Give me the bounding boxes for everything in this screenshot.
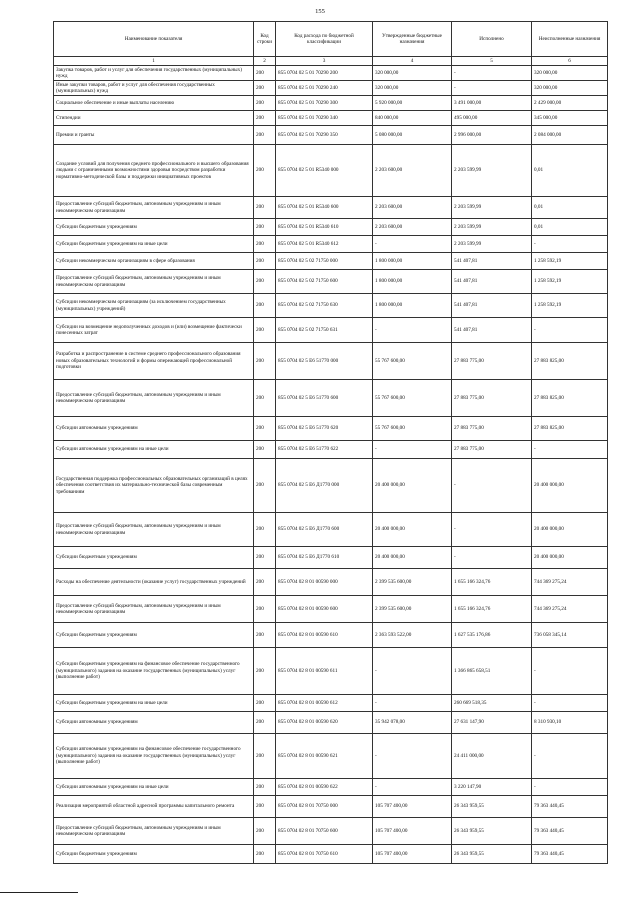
table-row (54, 219, 608, 236)
cell-line-code: 200 (254, 343, 276, 380)
cell-line-code: 200 (254, 596, 276, 623)
cell-line-code: 200 (254, 294, 276, 318)
cell-unexecuted: 320 000,00 (532, 66, 608, 81)
cell-unexecuted: - (532, 695, 608, 712)
cell-approved: 55 767 600,00 (373, 380, 452, 417)
cell-indicator-name: Социальное обеспечение и иные выплаты населению (54, 96, 254, 111)
cell-indicator-name: Реализация мероприятий областной адресной программы капитального ремонта (54, 796, 254, 818)
cell-line-code: 200 (254, 96, 276, 111)
cell-approved: 1 800 000,00 (373, 294, 452, 318)
cell-executed: 27 883 775,00 (452, 441, 532, 459)
header-executed: Исполнено (452, 22, 532, 57)
cell-budget-code: 855 0704 02 5 01 R5340 600 (276, 197, 373, 219)
table-row (54, 66, 608, 81)
cell-unexecuted: - (532, 779, 608, 796)
cell-executed: 1 655 166 324,76 (452, 569, 532, 596)
cell-line-code: 200 (254, 623, 276, 648)
cell-line-code: 200 (254, 380, 276, 417)
cell-budget-code: 855 0704 02 5 E6 51770 000 (276, 343, 373, 380)
cell-executed: 26 343 959,55 (452, 845, 532, 864)
table-row (54, 145, 608, 197)
cell-executed: 27 631 147,90 (452, 712, 532, 734)
cell-line-code: 200 (254, 417, 276, 441)
cell-unexecuted: - (532, 648, 608, 695)
cell-unexecuted: 0,01 (532, 219, 608, 236)
table-row (54, 547, 608, 569)
cell-indicator-name: Субсидии автономным учреждениям на иные цели (54, 779, 254, 796)
cell-indicator-name: Субсидии бюджетным учреждениям (54, 547, 254, 569)
cell-budget-code: 855 0704 02 5 E6 Д1770 000 (276, 459, 373, 513)
cell-unexecuted: 27 883 825,00 (532, 343, 608, 380)
table-row (54, 513, 608, 547)
cell-unexecuted: 2 084 000,00 (532, 126, 608, 145)
cell-budget-code: 855 0704 02 5 E6 51770 600 (276, 380, 373, 417)
cell-approved: - (373, 779, 452, 796)
cell-executed: 541 407,81 (452, 253, 532, 270)
cell-approved: - (373, 318, 452, 343)
cell-line-code: 200 (254, 219, 276, 236)
footer-divider (0, 892, 78, 893)
cell-line-code: 200 (254, 81, 276, 96)
cell-indicator-name: Субсидии бюджетным учреждениям на иные цели (54, 695, 254, 712)
cell-approved: 2 203 600,00 (373, 219, 452, 236)
cell-budget-code: 855 0704 02 5 E6 51770 620 (276, 417, 373, 441)
cell-budget-code: 855 0704 02 5 02 71750 631 (276, 318, 373, 343)
table-row (54, 417, 608, 441)
table-row (54, 343, 608, 380)
cell-unexecuted: 79 363 440,45 (532, 818, 608, 845)
cell-budget-code: 855 0704 02 8 01 00590 622 (276, 779, 373, 796)
cell-approved: 320 000,00 (373, 66, 452, 81)
cell-indicator-name: Субсидии на возмещение недополученных доходов и (или) возмещение фактически понесенных затрат (54, 318, 254, 343)
cell-budget-code: 855 0704 02 8 01 00590 612 (276, 695, 373, 712)
header-line-code: Код строки (254, 22, 276, 57)
cell-indicator-name: Предоставление субсидий бюджетным, автономным учреждениям и иным некоммерческим организациям (54, 270, 254, 294)
cell-budget-code: 855 0704 02 5 01 R5340 612 (276, 236, 373, 253)
cell-indicator-name: Премии и гранты (54, 126, 254, 145)
cell-executed: 27 883 775,00 (452, 417, 532, 441)
cell-budget-code: 855 0704 02 5 E6 51770 622 (276, 441, 373, 459)
cell-approved: 55 767 600,00 (373, 343, 452, 380)
cell-approved: 20 400 000,00 (373, 459, 452, 513)
cell-unexecuted: 0,01 (532, 145, 608, 197)
cell-indicator-name: Субсидии автономным учреждениям (54, 712, 254, 734)
cell-unexecuted: - (532, 734, 608, 779)
cell-approved: 105 707 400,00 (373, 818, 452, 845)
cell-executed: - (452, 459, 532, 513)
cell-indicator-name: Субсидии автономным учреждениям на финансовое обеспечение государственного (муниципального) задания на оказание государственных (муниципальных) услуг (выполнение работ) (54, 734, 254, 779)
table-row (54, 111, 608, 126)
cell-executed: 2 203 599,99 (452, 236, 532, 253)
cell-unexecuted: 1 258 592,19 (532, 253, 608, 270)
cell-line-code: 200 (254, 441, 276, 459)
cell-unexecuted: 736 058 345,14 (532, 623, 608, 648)
cell-indicator-name: Субсидии бюджетным учреждениям (54, 845, 254, 864)
cell-line-code: 200 (254, 111, 276, 126)
cell-indicator-name: Субсидии некоммерческим организациям (за исключением государственных (муниципальных) учреждений) (54, 294, 254, 318)
cell-budget-code: 855 0704 02 8 01 70750 610 (276, 845, 373, 864)
cell-executed: 26 343 959,55 (452, 796, 532, 818)
cell-budget-code: 855 0704 02 5 02 71750 000 (276, 253, 373, 270)
cell-approved: 105 707 400,00 (373, 796, 452, 818)
cell-budget-code: 855 0704 02 8 01 70750 600 (276, 818, 373, 845)
cell-approved: 55 767 600,00 (373, 417, 452, 441)
cell-executed: - (452, 513, 532, 547)
column-number: 1 (54, 57, 254, 66)
column-number: 4 (373, 57, 452, 66)
cell-unexecuted: 1 258 592,19 (532, 294, 608, 318)
cell-approved: - (373, 236, 452, 253)
column-number: 5 (452, 57, 532, 66)
table-row (54, 81, 608, 96)
cell-unexecuted: 20 400 000,00 (532, 513, 608, 547)
cell-indicator-name: Государственная поддержка профессиональных образовательных организаций в целях обеспечения соответствия их материально-технической базы современным требованиям (54, 459, 254, 513)
header-indicator-name: Наименование показателя (54, 22, 254, 57)
cell-executed: 541 407,81 (452, 318, 532, 343)
cell-unexecuted: 345 000,00 (532, 111, 608, 126)
table-row (54, 845, 608, 864)
table-row (54, 734, 608, 779)
cell-line-code: 200 (254, 66, 276, 81)
cell-unexecuted: 744 369 275,24 (532, 569, 608, 596)
table-row (54, 126, 608, 145)
cell-unexecuted: - (532, 318, 608, 343)
cell-line-code: 200 (254, 547, 276, 569)
cell-approved: 840 000,00 (373, 111, 452, 126)
cell-approved: 35 942 078,00 (373, 712, 452, 734)
cell-indicator-name: Субсидии бюджетным учреждениям на финансовое обеспечение государственного (муниципального) задания на оказание государственных (муниципальных) услуг (выполнение работ) (54, 648, 254, 695)
cell-approved: 2 399 535 600,00 (373, 569, 452, 596)
cell-budget-code: 855 0704 02 8 01 00590 000 (276, 569, 373, 596)
cell-line-code: 200 (254, 569, 276, 596)
cell-budget-code: 855 0704 02 5 01 70290 340 (276, 111, 373, 126)
cell-budget-code: 855 0704 02 5 E6 Д1770 600 (276, 513, 373, 547)
cell-indicator-name: Субсидии автономным учреждениям на иные цели (54, 441, 254, 459)
cell-budget-code: 855 0704 02 5 01 70290 350 (276, 126, 373, 145)
cell-approved: 1 800 000,00 (373, 270, 452, 294)
cell-line-code: 200 (254, 818, 276, 845)
cell-executed: - (452, 66, 532, 81)
cell-executed: 260 669 518,35 (452, 695, 532, 712)
table-body (54, 66, 608, 864)
cell-executed: 27 883 775,00 (452, 380, 532, 417)
cell-budget-code: 855 0704 02 5 02 71750 630 (276, 294, 373, 318)
cell-line-code: 200 (254, 734, 276, 779)
table-row (54, 569, 608, 596)
table-row (54, 623, 608, 648)
cell-line-code: 200 (254, 253, 276, 270)
cell-approved: 105 707 400,00 (373, 845, 452, 864)
column-number: 6 (532, 57, 608, 66)
cell-line-code: 200 (254, 695, 276, 712)
cell-budget-code: 855 0704 02 8 01 00590 611 (276, 648, 373, 695)
column-number: 3 (276, 57, 373, 66)
cell-unexecuted: 2 429 000,00 (532, 96, 608, 111)
cell-indicator-name: Субсидии бюджетным учреждениям на иные цели (54, 236, 254, 253)
table-row (54, 96, 608, 111)
cell-executed: 2 203 599,99 (452, 197, 532, 219)
cell-indicator-name: Предоставление субсидий бюджетным, автономным учреждениям и иным некоммерческим организациям (54, 818, 254, 845)
cell-indicator-name: Субсидии бюджетным учреждениям (54, 219, 254, 236)
cell-budget-code: 855 0704 02 5 01 70290 240 (276, 81, 373, 96)
cell-executed: - (452, 81, 532, 96)
cell-approved: 20 400 000,00 (373, 513, 452, 547)
cell-executed: 541 407,81 (452, 270, 532, 294)
cell-line-code: 200 (254, 126, 276, 145)
cell-line-code: 200 (254, 779, 276, 796)
cell-unexecuted: 20 400 000,00 (532, 459, 608, 513)
cell-indicator-name: Субсидии автономным учреждениям (54, 417, 254, 441)
cell-approved: 2 399 535 600,00 (373, 596, 452, 623)
cell-unexecuted: 27 883 825,00 (532, 380, 608, 417)
cell-executed: 3 491 000,00 (452, 96, 532, 111)
table-row (54, 294, 608, 318)
cell-budget-code: 855 0704 02 5 01 R5340 000 (276, 145, 373, 197)
cell-approved: 2 203 600,00 (373, 145, 452, 197)
cell-executed: 541 407,81 (452, 294, 532, 318)
cell-approved: 2 203 600,00 (373, 197, 452, 219)
cell-unexecuted: 79 363 440,45 (532, 845, 608, 864)
table-row (54, 818, 608, 845)
cell-indicator-name: Предоставление субсидий бюджетным, автономным учреждениям и иным некоммерческим организациям (54, 380, 254, 417)
cell-approved: 5 080 000,00 (373, 126, 452, 145)
table-row (54, 712, 608, 734)
table-row (54, 441, 608, 459)
cell-approved: - (373, 695, 452, 712)
table-row (54, 779, 608, 796)
cell-executed: 26 343 959,55 (452, 818, 532, 845)
cell-approved: 1 800 000,00 (373, 253, 452, 270)
cell-budget-code: 855 0704 02 5 E6 Д1770 610 (276, 547, 373, 569)
cell-indicator-name: Предоставление субсидий бюджетным, автономным учреждениям и иным некоммерческим организациям (54, 596, 254, 623)
cell-budget-code: 855 0704 02 8 01 00590 610 (276, 623, 373, 648)
table-row (54, 318, 608, 343)
column-number-row (54, 57, 608, 66)
table-row (54, 197, 608, 219)
cell-approved: 320 000,00 (373, 81, 452, 96)
cell-unexecuted: 27 883 825,00 (532, 417, 608, 441)
table-row (54, 695, 608, 712)
cell-indicator-name: Расходы на обеспечение деятельности (оказание услуг) государственных учреждений (54, 569, 254, 596)
cell-budget-code: 855 0704 02 5 01 70290 200 (276, 66, 373, 81)
cell-unexecuted: - (532, 441, 608, 459)
cell-line-code: 200 (254, 513, 276, 547)
cell-line-code: 200 (254, 845, 276, 864)
table-row (54, 459, 608, 513)
cell-unexecuted: 320 000,00 (532, 81, 608, 96)
cell-executed: - (452, 547, 532, 569)
cell-executed: 1 627 535 176,86 (452, 623, 532, 648)
cell-executed: 2 203 599,99 (452, 145, 532, 197)
cell-unexecuted: 20 400 000,00 (532, 547, 608, 569)
cell-approved: - (373, 734, 452, 779)
cell-line-code: 200 (254, 648, 276, 695)
cell-budget-code: 855 0704 02 8 01 00590 621 (276, 734, 373, 779)
cell-executed: 2 996 000,00 (452, 126, 532, 145)
cell-indicator-name: Предоставление субсидий бюджетным, автономным учреждениям и иным некоммерческим организациям (54, 197, 254, 219)
cell-unexecuted: 79 363 440,45 (532, 796, 608, 818)
cell-budget-code: 855 0704 02 8 01 70750 000 (276, 796, 373, 818)
cell-line-code: 200 (254, 145, 276, 197)
cell-approved: 2 363 593 522,00 (373, 623, 452, 648)
table-row (54, 253, 608, 270)
cell-indicator-name: Иные закупки товаров, работ и услуг для обеспечения государственных (муниципальных) нужд (54, 81, 254, 96)
cell-line-code: 200 (254, 197, 276, 219)
cell-budget-code: 855 0704 02 5 02 71750 600 (276, 270, 373, 294)
cell-budget-code: 855 0704 02 8 01 00590 620 (276, 712, 373, 734)
cell-line-code: 200 (254, 796, 276, 818)
cell-unexecuted: - (532, 236, 608, 253)
cell-executed: 24 411 000,00 (452, 734, 532, 779)
column-number: 2 (254, 57, 276, 66)
cell-executed: 2 203 599,99 (452, 219, 532, 236)
cell-executed: 1 655 166 324,76 (452, 596, 532, 623)
header-unexecuted: Неисполненные назначения (532, 22, 608, 57)
table-row (54, 648, 608, 695)
cell-approved: - (373, 648, 452, 695)
page-number: 155 (315, 8, 325, 15)
cell-budget-code: 855 0704 02 8 01 00590 600 (276, 596, 373, 623)
cell-line-code: 200 (254, 270, 276, 294)
cell-approved: 5 920 000,00 (373, 96, 452, 111)
header-approved: Утвержденные бюджетные назначения (373, 22, 452, 57)
cell-executed: 495 000,00 (452, 111, 532, 126)
cell-executed: 1 366 865 658,51 (452, 648, 532, 695)
cell-indicator-name: Субсидии некоммерческим организациям в сфере образования (54, 253, 254, 270)
cell-line-code: 200 (254, 459, 276, 513)
cell-indicator-name: Предоставление субсидий бюджетным, автономным учреждениям и иным некоммерческим организациям (54, 513, 254, 547)
table-row (54, 270, 608, 294)
header-budget-code: Код расхода по бюджетной классификации (276, 22, 373, 57)
cell-line-code: 200 (254, 236, 276, 253)
cell-unexecuted: 1 258 592,19 (532, 270, 608, 294)
cell-executed: 27 883 775,00 (452, 343, 532, 380)
cell-unexecuted: 0,01 (532, 197, 608, 219)
cell-line-code: 200 (254, 318, 276, 343)
table-row (54, 596, 608, 623)
cell-line-code: 200 (254, 712, 276, 734)
table-row (54, 236, 608, 253)
cell-indicator-name: Закупка товаров, работ и услуг для обеспечения государственных (муниципальных) нужд (54, 66, 254, 81)
cell-unexecuted: 8 310 930,10 (532, 712, 608, 734)
cell-executed: 3 220 147,90 (452, 779, 532, 796)
table-row (54, 380, 608, 417)
table-row (54, 796, 608, 818)
cell-budget-code: 855 0704 02 5 01 70290 300 (276, 96, 373, 111)
cell-approved: - (373, 441, 452, 459)
cell-indicator-name: Разработка и распространение в системе среднего профессионального образования новых образовательных технологий и формы опережающей профессиональной подготовки (54, 343, 254, 380)
budget-report-table (53, 21, 608, 864)
cell-budget-code: 855 0704 02 5 01 R5340 610 (276, 219, 373, 236)
cell-indicator-name: Создание условий для получения среднего профессионального и высшего образования людьми с ограниченными возможностями здоровья посредством разработки нормативно-методической базы и поддержки инициативных проектов (54, 145, 254, 197)
header-row (54, 22, 608, 57)
cell-unexecuted: 744 369 275,24 (532, 596, 608, 623)
cell-approved: 20 400 000,00 (373, 547, 452, 569)
cell-indicator-name: Стипендии (54, 111, 254, 126)
cell-indicator-name: Субсидии бюджетным учреждениям (54, 623, 254, 648)
